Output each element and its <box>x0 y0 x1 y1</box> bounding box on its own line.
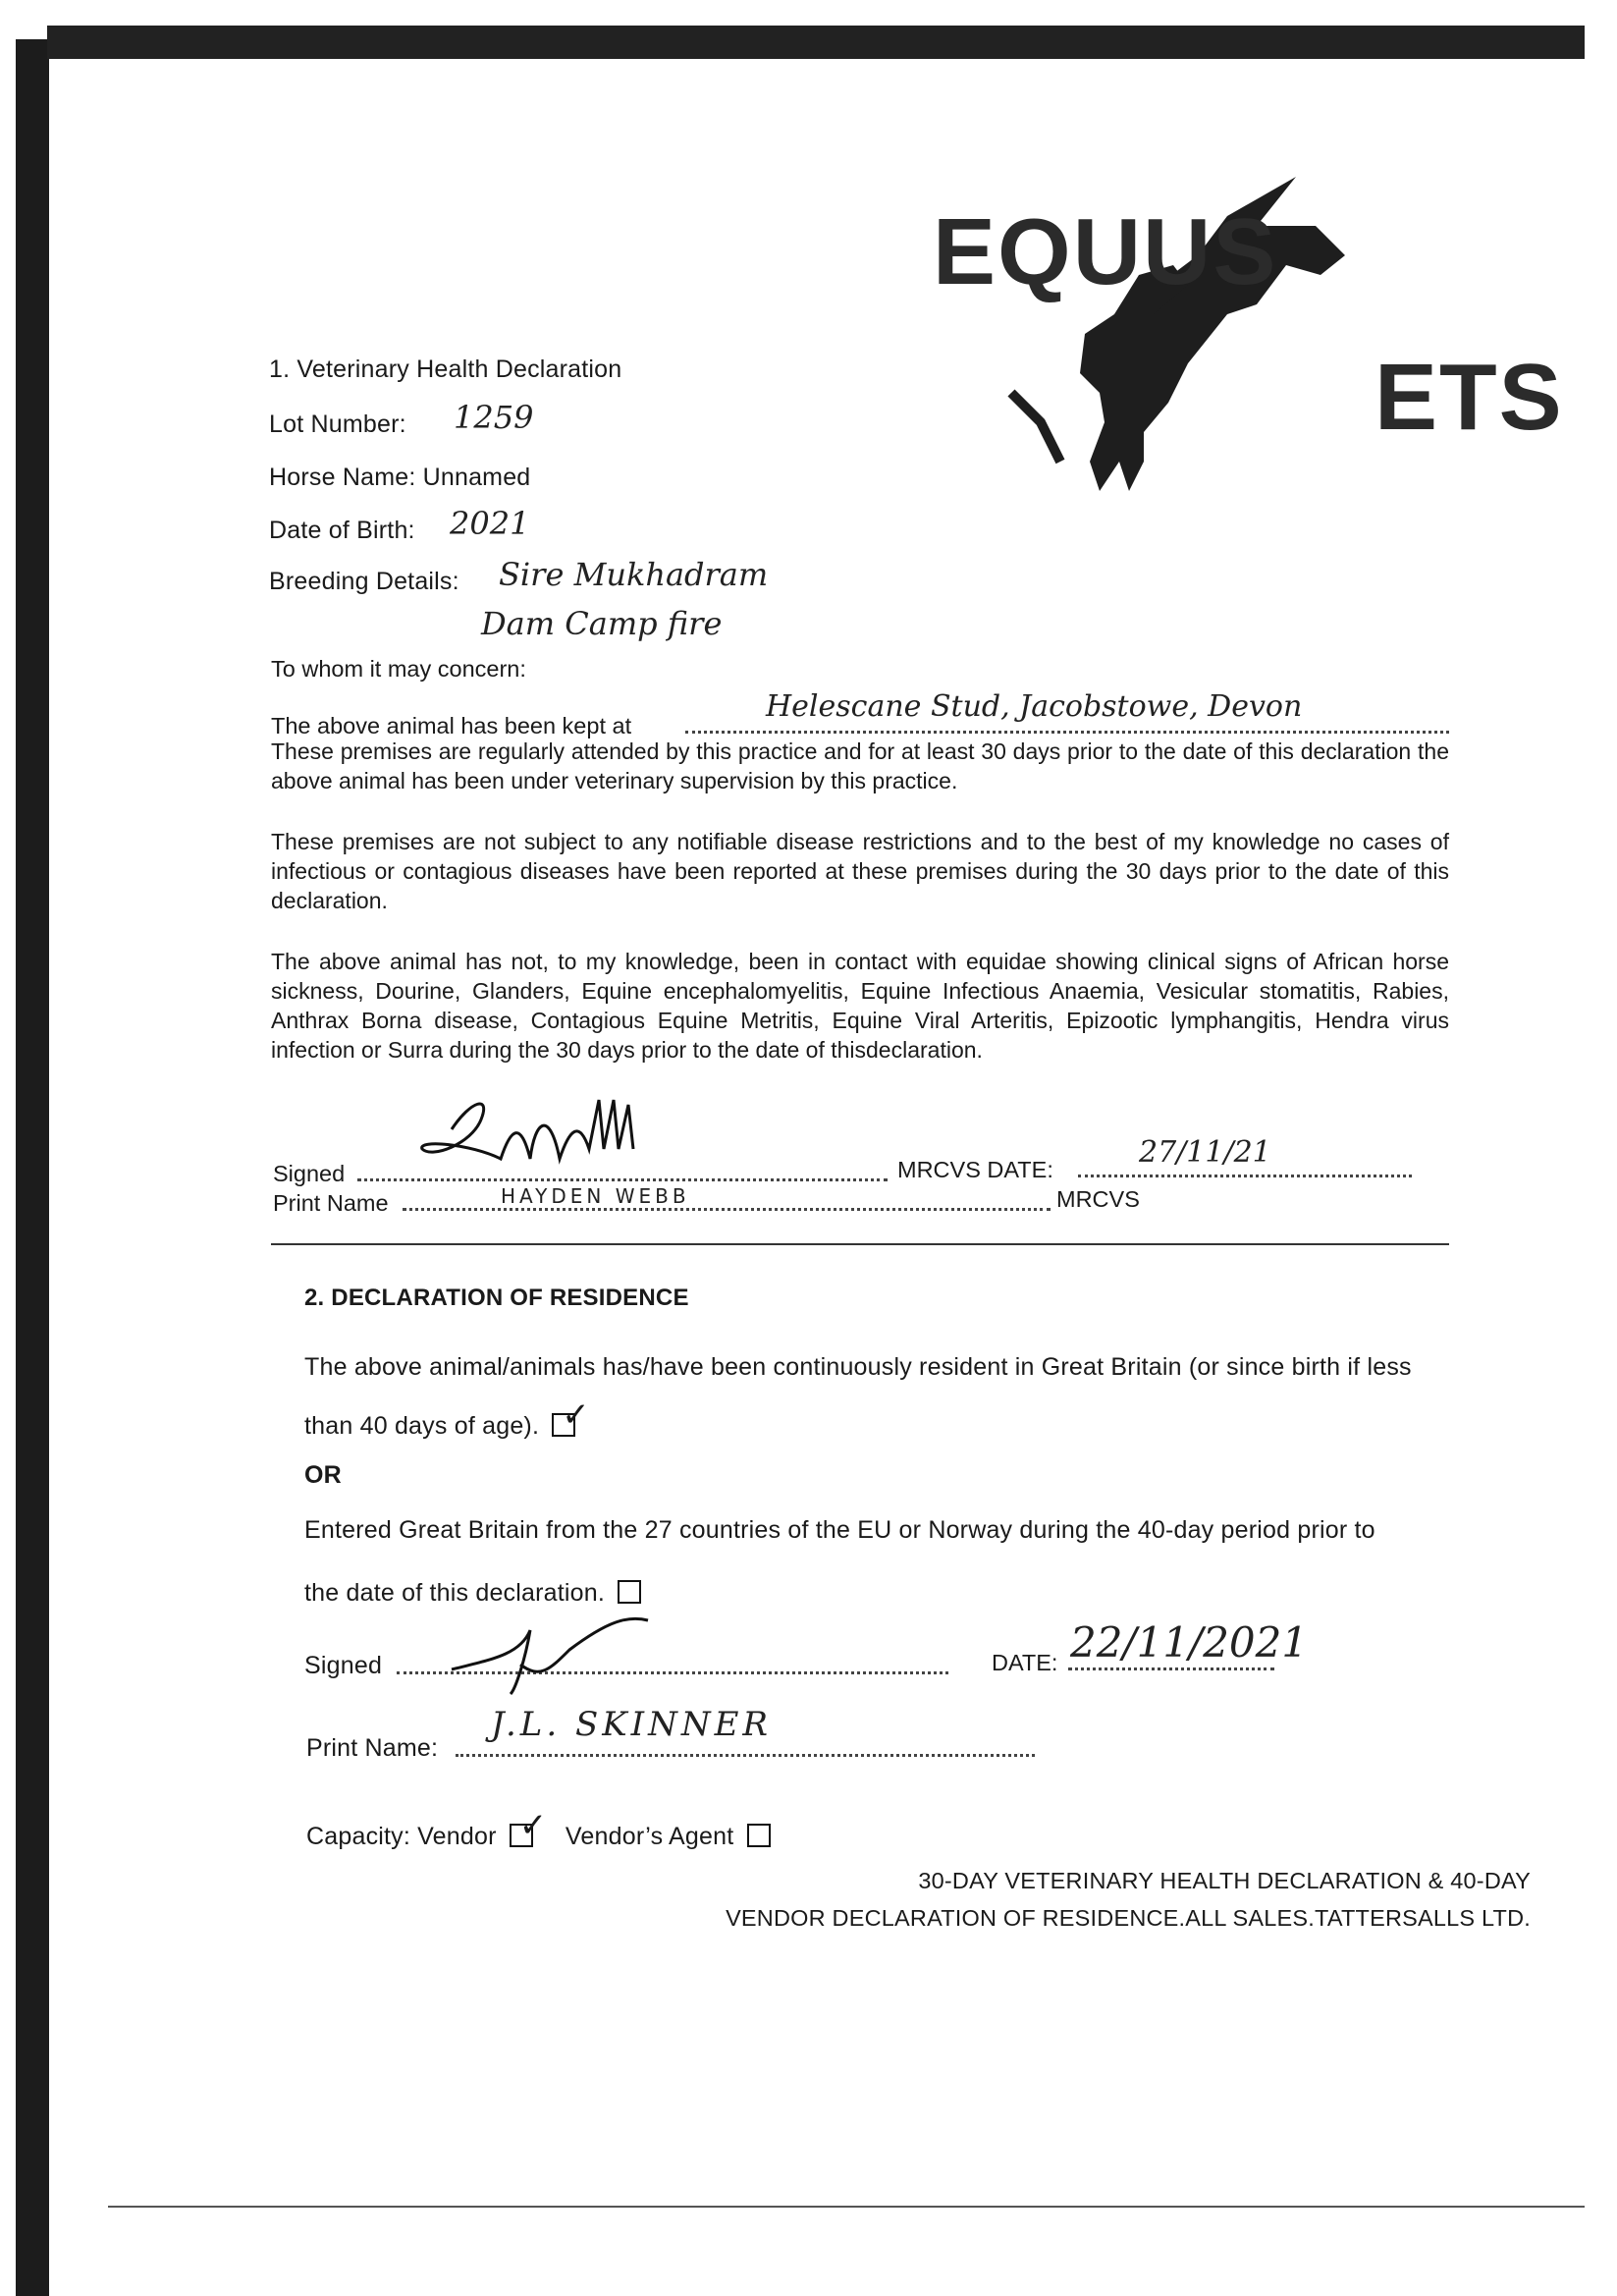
dam-value: Dam Camp fire <box>481 605 723 642</box>
vendors-agent-label: Vendor’s Agent <box>565 1823 734 1850</box>
residence-line-2-text: than 40 days of age). <box>304 1412 540 1440</box>
kept-at-line <box>685 731 1449 734</box>
scan-edge-top <box>47 26 1585 59</box>
capacity-row <box>306 1806 771 1851</box>
dob-label: Date of Birth: <box>269 517 415 544</box>
vet-print-name-line <box>403 1208 1051 1211</box>
vet-name-value: HAYDEN WEBB <box>501 1184 690 1208</box>
section1-heading: 1. Veterinary Health Declaration <box>269 355 622 383</box>
vendor-print-name-label: Print Name: <box>306 1734 439 1762</box>
vendor-signed-label: Signed <box>304 1652 383 1679</box>
residence-line-4-text: the date of this declaration. <box>304 1579 605 1607</box>
vendor-date-label: DATE: <box>992 1650 1058 1675</box>
kept-at-label: The above animal has been kept at <box>271 713 632 738</box>
mrcvs-label: MRCVS <box>1056 1186 1140 1212</box>
mrcvs-date-label: MRCVS DATE: <box>897 1157 1053 1182</box>
footer-line-2: VENDOR DECLARATION OF RESIDENCE.ALL SALES.TATTERSALLS LTD. <box>726 1905 1531 1931</box>
to-whom-text: To whom it may concern: <box>271 656 526 682</box>
lot-number-label: Lot Number: <box>269 410 406 438</box>
kept-at-value: Helescane Stud, Jacobstowe, Devon <box>766 689 1303 724</box>
lot-number-value: 1259 <box>454 399 534 436</box>
sire-value: Sire Mukhadram <box>499 556 769 593</box>
vet-date-line <box>1078 1175 1412 1177</box>
vet-signed-line <box>357 1178 888 1181</box>
vet-print-name-label: Print Name <box>273 1190 389 1216</box>
vendor-print-name-line <box>456 1754 1035 1757</box>
vendor-signature-icon <box>432 1611 687 1699</box>
entered-checkbox[interactable] <box>618 1580 641 1604</box>
bottom-rule <box>108 2206 1585 2208</box>
vet-signature-icon <box>412 1090 707 1178</box>
vendor-checkbox[interactable] <box>510 1806 548 1847</box>
equus-vets-logo <box>933 167 1564 530</box>
contact-paragraph: The above animal has not, to my knowledge, been in contact with equidae showing clinical signs of African horse sickness, Dourine, Glanders, Equine encephalomyelitis, Equine Infectious Anaemia, Vesicular stomatitis, Rabies, Anthrax Borna disease, Contagious Equine Metritis, Equine Viral Arteritis, Epizootic lymphangitis, Hendra virus infection or Surra during the 30 days prior to the date of thisdeclaration. <box>271 949 1449 1063</box>
logo-text-ets: ETS <box>1374 345 1564 450</box>
footer-line-1: 30-DAY VETERINARY HEALTH DECLARATION & 40-DAY <box>918 1868 1531 1893</box>
vet-date-value: 27/11/21 <box>1139 1135 1271 1170</box>
premises-paragraph-2: These premises are not subject to any notifiable disease restrictions and to the best of my knowledge no cases of infectious or contagious diseases have been reported at these premises during the 30 days prior to the date of this declaration. <box>271 829 1449 913</box>
premises-paragraph-1: These premises are regularly attended by this practice and for at least 30 days prior to the date of this declaration the above animal has been under veterinary supervision by this practice. <box>271 738 1449 793</box>
logo-text-equus: EQUUS <box>933 199 1278 304</box>
or-text: OR <box>304 1461 342 1489</box>
section2-heading: 2. DECLARATION OF RESIDENCE <box>304 1285 689 1311</box>
vendor-print-name-value: J.L. SKINNER <box>491 1705 773 1744</box>
scan-edge-left <box>16 39 49 2296</box>
section-divider <box>271 1243 1449 1245</box>
resident-checkbox[interactable] <box>552 1395 590 1437</box>
residence-line-1: The above animal/animals has/have been continuously resident in Great Britain (or since birth if less <box>304 1353 1412 1381</box>
vendor-date-line <box>1068 1667 1274 1670</box>
residence-line-4 <box>304 1579 641 1608</box>
vendors-agent-checkbox[interactable] <box>747 1824 771 1847</box>
dob-value: 2021 <box>450 505 530 542</box>
residence-line-2 <box>304 1395 590 1441</box>
capacity-vendor-label: Capacity: Vendor <box>306 1823 497 1850</box>
checkmark-icon: ✓ <box>518 1806 548 1845</box>
checkmark-icon: ✓ <box>562 1395 590 1435</box>
vet-signed-label: Signed <box>273 1161 346 1186</box>
horse-name-label: Horse Name: Unnamed <box>269 464 531 491</box>
residence-line-3: Entered Great Britain from the 27 countries of the EU or Norway during the 40-day period prior to <box>304 1516 1375 1544</box>
breeding-label: Breeding Details: <box>269 568 459 595</box>
vendor-date-value: 22/11/2021 <box>1070 1618 1309 1667</box>
